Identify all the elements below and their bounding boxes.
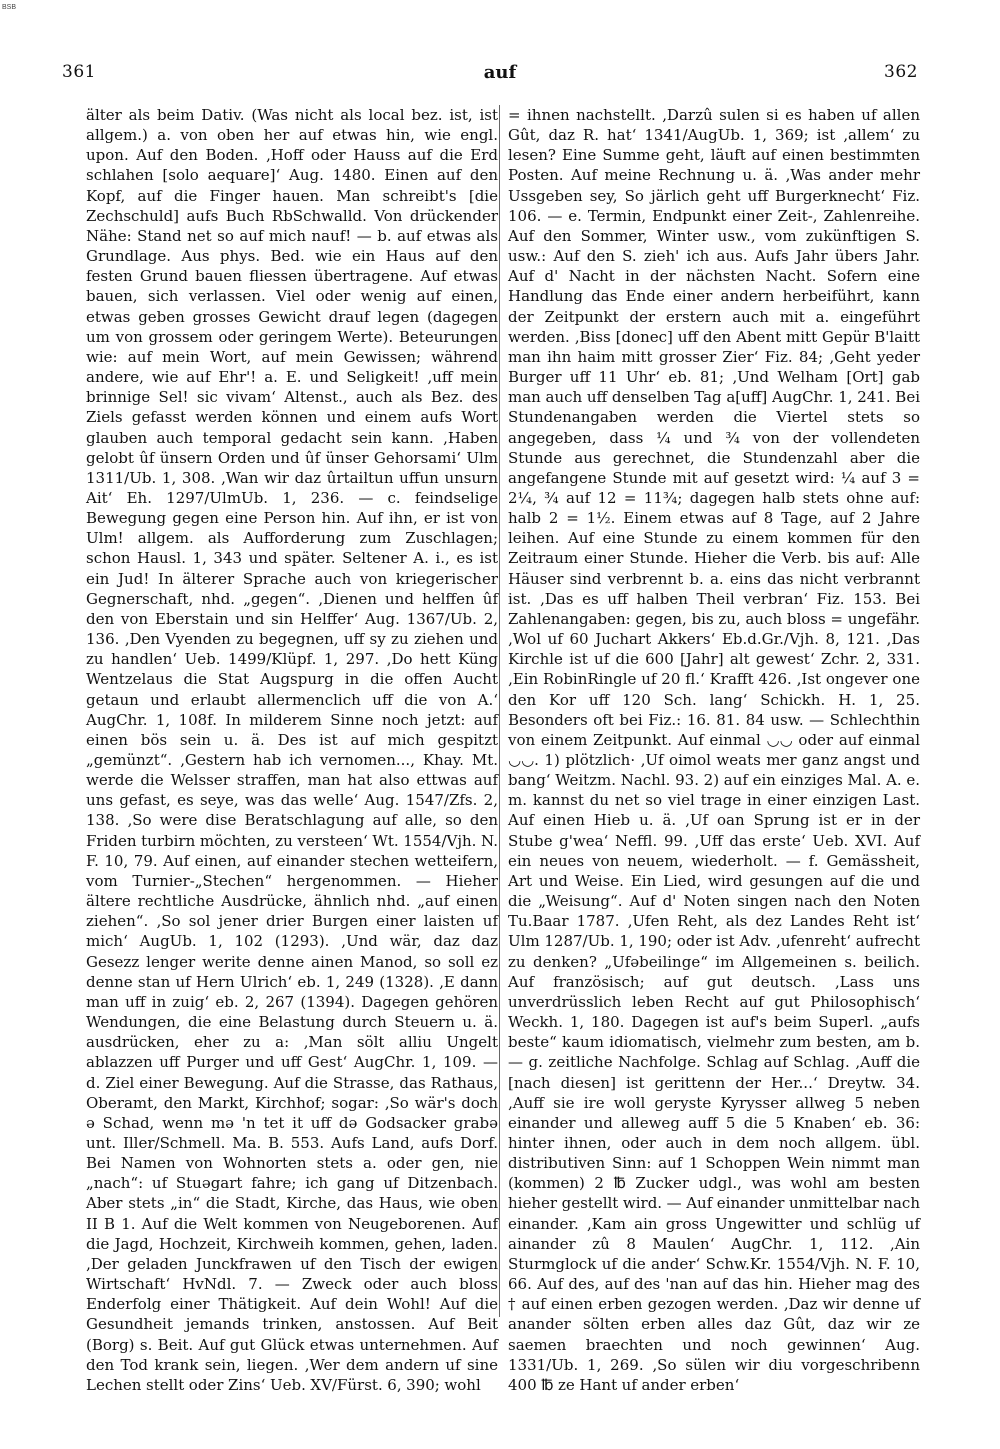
column-divider xyxy=(499,105,500,1317)
left-column xyxy=(86,105,498,1395)
library-watermark: BSB xyxy=(2,4,17,11)
page-header xyxy=(0,62,1000,92)
right-column-text: = ihnen nachstellt. ‚Darzû sulen si es haben uf allen Gût, daz R. hat‘ 1341/AugUb. 1, 369; ist ‚allem‘ zu lesen? Eine Summe geht, läuft auf einen bestimmten Posten. Auf meine Rechnung u. ä. ‚Was ander mehr Ussgeben sey, So järlich geht uff Burgerknecht‘ Fiz. 106. — e. Termin, Endpunkt einer Zeit-, Zahlenreihe. Auf den Sommer, Winter usw., vom zukünftigen S. usw.: Auf den S. zieh' ich aus. Aufs Jahr übers Jahr. Auf d' Nacht in der nächsten Nacht. Sofern eine Handlung das Ende einer andern herbeiführt, kann der Zeitpunkt der erstern auch mit a. eingeführt werden. ‚Biss [donec] uff den Abent mitt Gepür B'laitt man ihn haim mitt grosser Zier‘ Fiz. 84; ‚Geht yeder Burger uff 11 Uhr‘ eb. 81; ‚Und Welham [Ort] gab man auch uff denselben Tag a[uff] AugChr. 1, 241. Bei Stundenangaben werden die Viertel stets so angegeben, dass ¼ und ¾ von der vollendeten Stunde aus gerechnet, die Stundenzahl aber die angefangene Stunde mit auf gesetzt wird: ¼ auf 3 = 2¼, ¾ auf 12 = 11¾; dagegen halb stets ohne auf: halb 2 = 1½. Einem etwas auf 8 Tage, auf 2 Jahre leihen. Auf eine Stunde zu einem kommen für den Zeitraum einer Stunde. Hieher die Verb. bis auf: Alle Häuser sind verbrennt b. a. eins das nicht verbrannt ist. ‚Das es uff halben Theil verbran‘ Fiz. 153. Bei Zahlenangaben: gegen, bis zu, auch bloss = ungefähr. ‚Wol uf 60 Juchart Akkers‘ Eb.d.Gr./Vjh. 8, 121. ‚Das Kirchle ist uf die 600 [Jahr] alt gewest‘ Zchr. 2, 331. ‚Ein RobinRingle uf 20 fl.‘ Krafft 426. ‚Ist ongever one den Kor uff 120 Sch. lang‘ Schickh. H. 1, 25. Besonders oft bei Fiz.: 16. 81. 84 usw. — Schlechthin von einem Zeitpunkt. Auf einmal ◡◡ oder auf einmal ◡◡. 1) plötzlich· ‚Uf oimol weats mer ganz angst und bang‘ Weitzm. Nachl. 93. 2) auf ein einziges Mal. A. e. m. kannst du net so viel trage in einer einzigen Last. Auf einen Hieb u. ä. ‚Uf oan Sprung ist er in der Stube g'wea‘ Neffl. 99. ‚Uff das erste‘ Ueb. XVI. Auf ein neues von neuem, wiederholt. — f. Gemässheit, Art und Weise. Ein Lied, wird gesungen auf die und die „Weisung“. Auf d' Noten singen nach den Noten Tu.Baar 1787. ‚Ufen Reht, als dez Landes Reht ist‘ Ulm 1287/Ub. 1, 190; oder ist Adv. ‚ufenreht‘ aufrecht zu denken? „Ufəbeilinge“ im Allgemeinen s. beilich. Auf französisch; auf gut deutsch. ‚Lass uns unverdrüsslich leben Recht auf gut Philosophisch‘ Weckh. 1, 180. Dagegen ist auf's beim Superl. „aufs beste“ kaum idiomatisch, vielmehr zum besten, am b. — g. zeitliche Nachfolge. Schlag auf Schlag. ‚Auff die [nach diesen] ist gerittenn der Her...‘ Dreytw. 34. ‚Auff sie ire woll geryste Kyrysser allweg 5 neben einander und alleweg auff 5 die 5 Knaben‘ eb. 36: hinter ihnen, oder auch in dem noch allgem. übl. distributiven Sinn: auf 1 Schoppen Wein nimmt man (kommen) 2 ℔ Zucker udgl., was wohl am besten hieher gestellt wird. — Auf einander unmittelbar nach einander. ‚Kam ain gross Ungewitter und schlüg uf ainander zû 8 Maulen‘ AugChr. 1, 112. ‚Ain Sturmglock uf die ander‘ Schw.Kr. 1554/Vjh. N. F. 10, 66. Auf des, auf des 'nan auf das hin. Hieher mag des † auf einen erben gezogen werden. ‚Daz wir denne uf anander sölten erben alles daz Gût, daz wir ze saemen braechten und noch gewinnen‘ Aug. 1331/Ub. 1, 269. ‚So sülen wir diu vorgeschribenn 400 ℔ ze Hant uf ander erben‘ xyxy=(508,106,920,1394)
page-number-right: 362 xyxy=(884,62,918,82)
running-headword: auf xyxy=(483,62,517,83)
right-column xyxy=(508,105,920,1395)
left-column-text: älter als beim Dativ. (Was nicht als local bez. ist, ist allgem.) a. von oben her auf etwas hin, wie engl. upon. Auf den Boden. ‚Hoff oder Hauss auf die Erd schlahen [solo aequare]‘ Aug. 1480. Einen auf den Kopf, auf die Finger hauen. Man schreibt's [die Zechschuld] aufs Buch RbSchwalld. Von drückender Nähe: Stand net so auf mich nauf! — b. auf etwas als Grundlage. Aus phys. Bed. wie ein Haus auf den festen Grund bauen fliessen übertragene. Auf etwas bauen, sich verlassen. Viel oder wenig auf einen, etwas geben grosses Gewicht drauf legen (dagegen um von grossem oder geringem Werte). Beteurungen wie: auf mein Wort, auf mein Gewissen; während andere, wie auf Ehr'! a. E. und Seligkeit! ‚uff mein brinnige Sel! sic vivam‘ Altenst., auch als Bez. des Ziels gefasst werden können und einem aufs Wort glauben auch temporal gedacht sein kann. ‚Haben gelobt ûf ünsern Orden und ûf ünser Gehorsami‘ Ulm 1311/Ub. 1, 308. ‚Wan wir daz ûrtailtun uffun unsurn Ait‘ Eh. 1297/UlmUb. 1, 236. — c. feindselige Bewegung gegen eine Person hin. Auf ihn, er ist von Ulm! allgem. als Aufforderung zum Zuschlagen; schon Hausl. 1, 343 und später. Seltener A. i., es ist ein Jud! In älterer Sprache auch von kriegerischer Gegnerschaft, nhd. „gegen“. ‚Dienen und helffen ûf den von Eberstain und sin Helffer‘ Aug. 1367/Ub. 2, 136. ‚Den Vyenden zu begegnen, uff sy zu ziehen und zu handlen‘ Ueb. 1499/Klüpf. 1, 297. ‚Do hett Küng Wentzelaus die Stat Augspurg in die offen Aucht getaun und erlaubt allermenclich uff die von A.‘ AugChr. 1, 108f. In milderem Sinne noch jetzt: auf einen bös sein u. ä. Des ist auf mich gespitzt „gemünzt“. ‚Gestern hab ich vernomen..., Khay. Mt. werde die Welsser straffen, man hat also ettwas auf uns gefast, es seye, was das welle‘ Aug. 1547/Zfs. 2, 138. ‚So were dise Beratschlagung auf alle, so den Friden turbirn möchten, zu versteen‘ Wt. 1554/Vjh. N. F. 10, 79. Auf einen, auf einander stechen wetteifern, vom Turnier-„Stechen“ hergenommen. — Hieher ältere rechtliche Ausdrücke, ähnlich nhd. „auf einen ziehen“. ‚So sol jener drier Burgen einer laisten uf mich‘ AugUb. 1, 102 (1293). ‚Und wär, daz daz Gesezz lenger werite denne ainen Manod, so soll ez denne stan uf Hern Ulrich‘ eb. 1, 249 (1328). ‚E dann man uff in zuig‘ eb. 2, 267 (1394). Dagegen gehören Wendungen, die eine Belastung durch Steuern u. ä. ausdrücken, eher zu a: ‚Man sölt alliu Ungelt ablazzen uff Purger und uff Gest‘ AugChr. 1, 109. — d. Ziel einer Bewegung. Auf die Strasse, das Rathaus, Oberamt, den Markt, Kirchhof; sogar: ‚So wär's doch ə Schad, wenn mə 'n tet it uff də Godsacker grabə unt. Iller/Schmell. Ma. B. 553. Aufs Land, aufs Dorf. Bei Namen von Wohnorten stets a. oder gen, nie „nach“: uf Stuəgart fahre; ich gang uf Ditzenbach. Aber stets „in“ die Stadt, Kirche, das Haus, wie oben II B 1. Auf die Welt kommen von Neugeborenen. Auf die Jagd, Hochzeit, Kirchweih kommen, gehen, laden. ‚Der geladen Junckfrawen uf den Tisch der ewigen Wirtschaft‘ HvNdl. 7. — Zweck oder auch bloss Enderfolg einer Thätigkeit. Auf dein Wohl! Auf die Gesundheit jemands trinken, anstossen. Auf Beit (Borg) s. Beit. Auf gut Glück etwas unternehmen. Auf den Tod krank sein, liegen. ‚Wer dem andern uf sine Lechen stellt oder Zins‘ Ueb. XV/Fürst. 6, 390; wohl xyxy=(86,106,498,1394)
page-number-left: 361 xyxy=(62,62,96,82)
